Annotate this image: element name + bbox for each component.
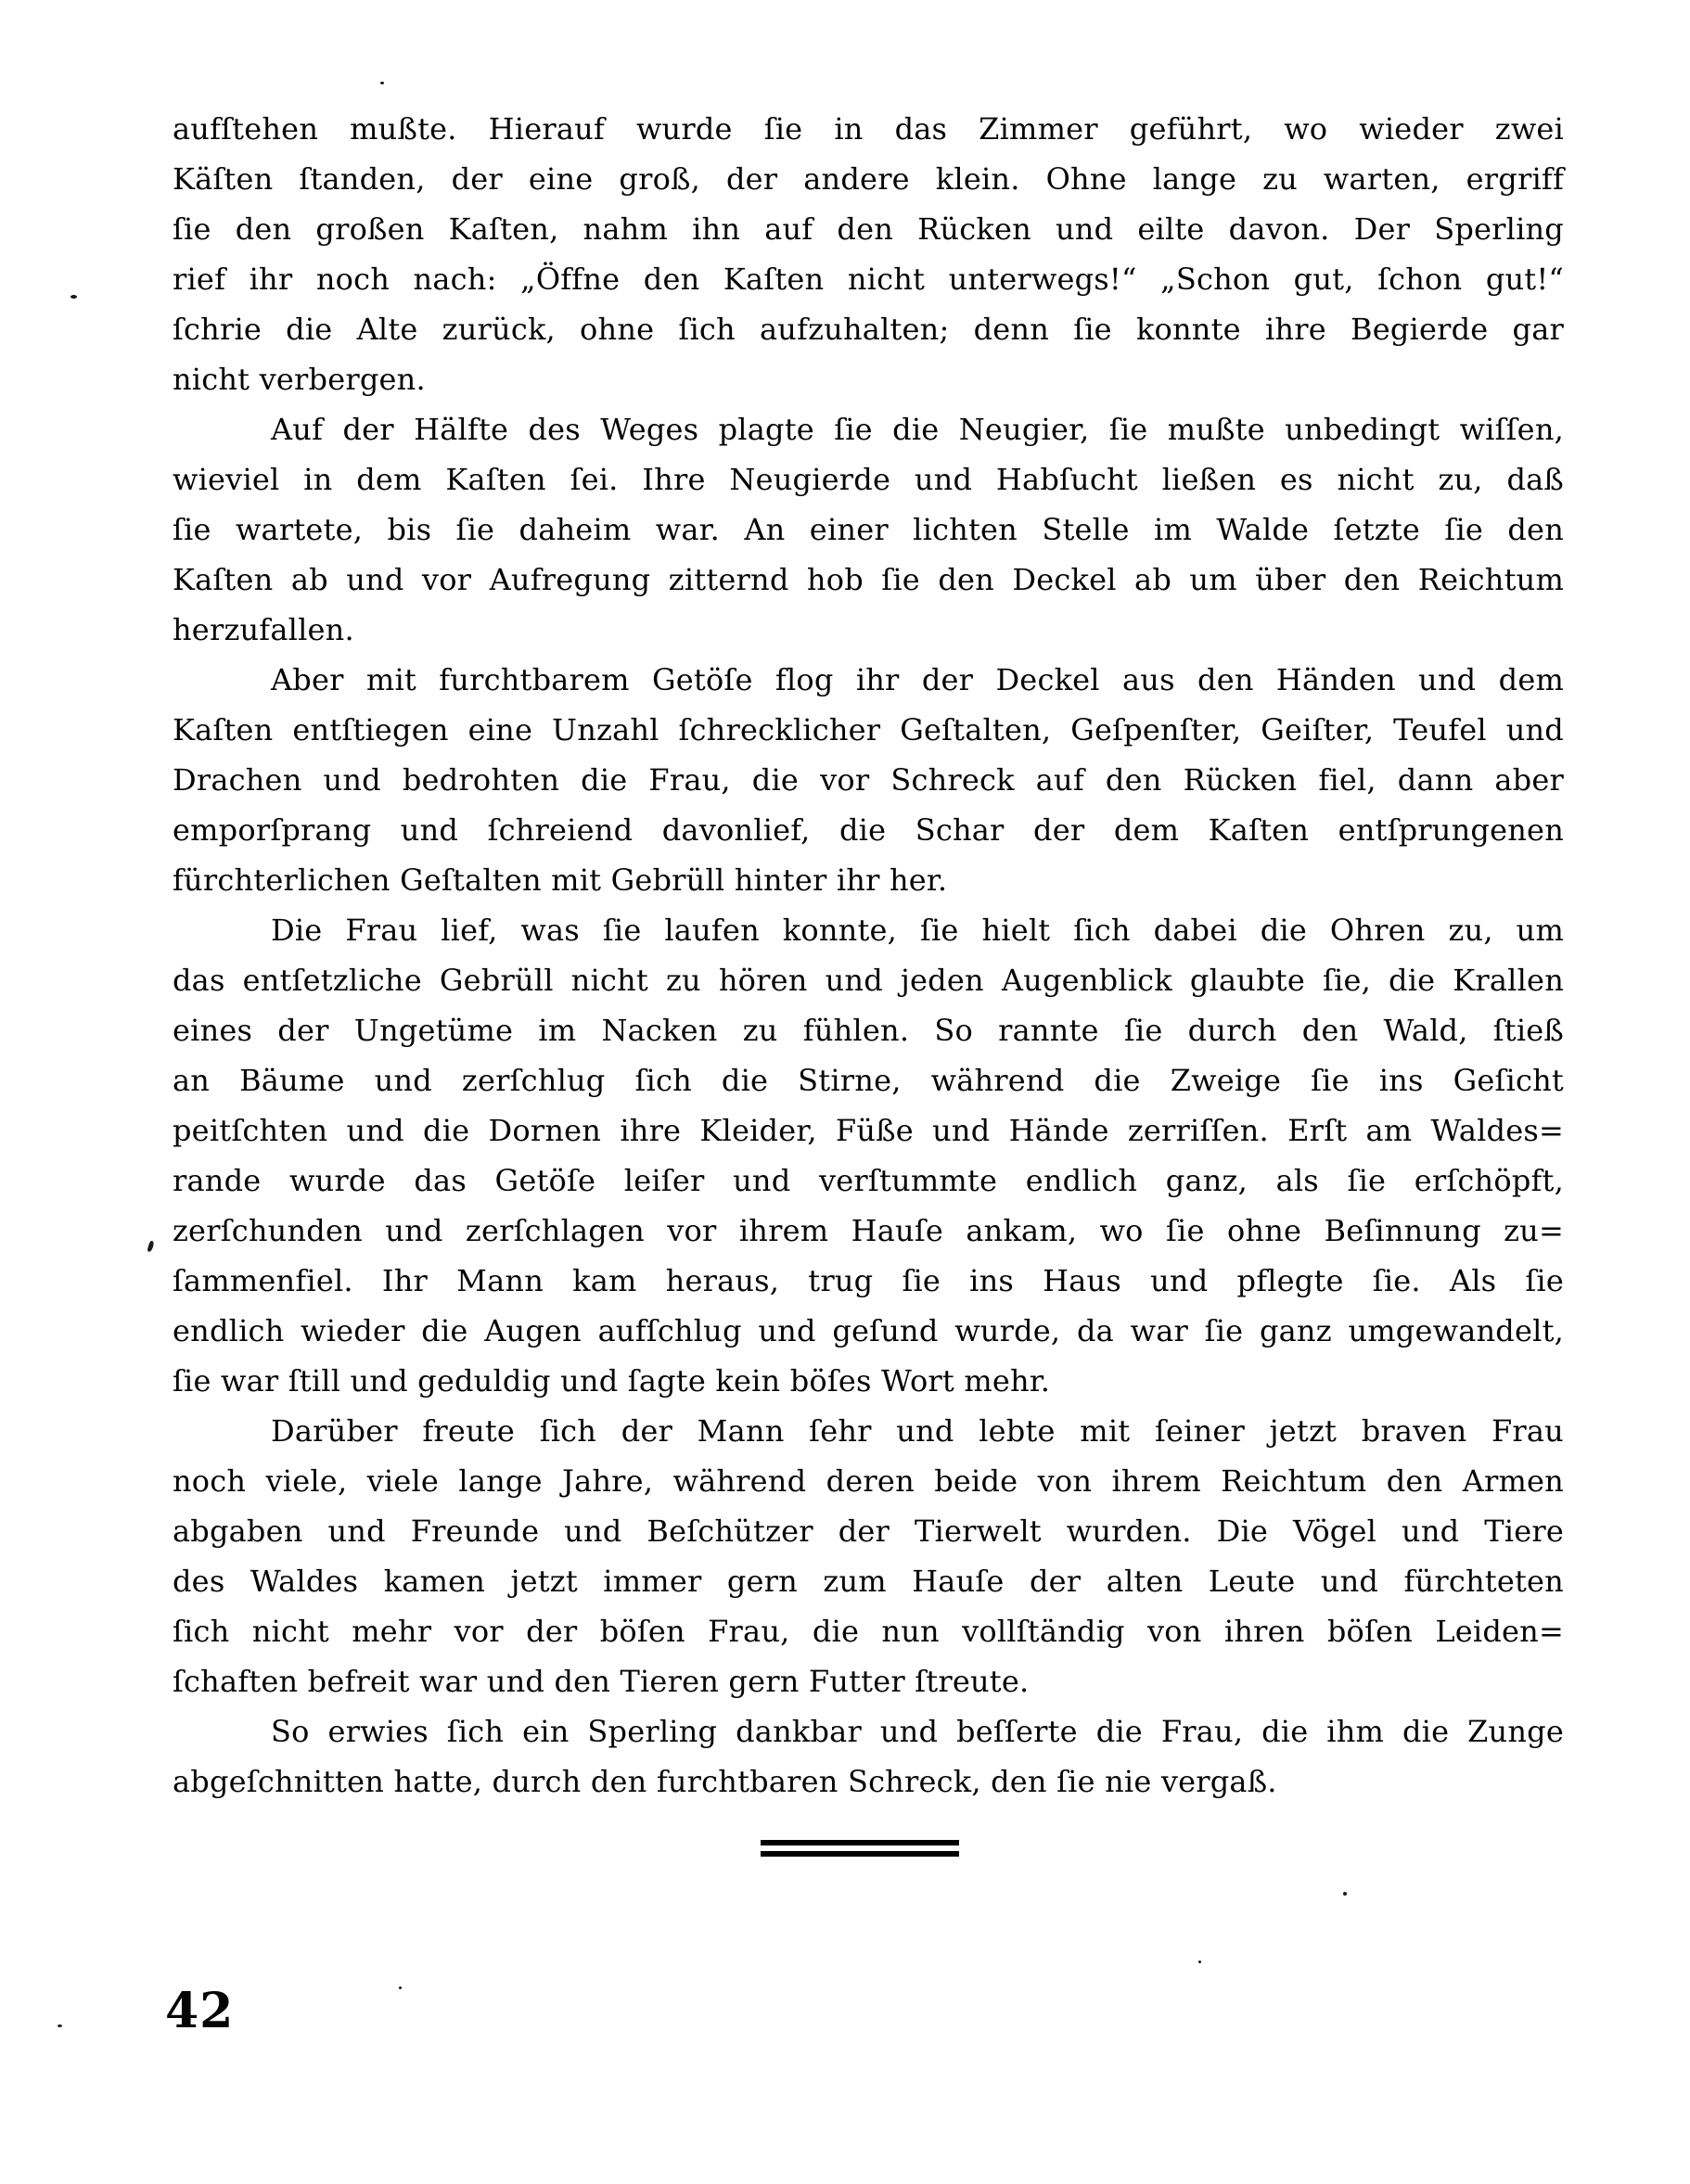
text-line: eines der Ungetüme im Nacken zu fühlen. So rannte ſie durch den Wald, ſtieß xyxy=(173,1013,1564,1048)
text-line: Aber mit furchtbarem Getöſe flog ihr der Deckel aus den Händen und dem xyxy=(271,662,1564,697)
text-line: ſchaften befreit war und den Tieren gern Futter ſtreute. xyxy=(173,1664,1030,1699)
text-line: fürchterlichen Geſtalten mit Gebrüll hinter ihr her. xyxy=(173,862,948,898)
text-line: Kaſten ab und vor Aufregung zitternd hob ſie den Deckel ab um über den Reichtum xyxy=(173,562,1564,597)
text-line: rief ihr noch nach: „Öffne den Kaſten nicht unterwegs!“ „Schon gut, ſchon gut!“ xyxy=(173,262,1564,297)
text-line: herzufallen. xyxy=(173,612,354,647)
text-line: an Bäume und zerſchlug ſich die Stirne, während die Zweige ſie ins Geſicht xyxy=(173,1063,1564,1098)
text-block xyxy=(173,104,1564,1807)
text-line: Die Frau lief, was ſie laufen konnte, ſie hielt ſich dabei die Ohren zu, um xyxy=(271,913,1564,948)
text-line: Darüber freute ſich der Mann ſehr und lebte mit ſeiner jetzt braven Frau xyxy=(271,1413,1564,1449)
text-line: rande wurde das Getöſe leiſer und verſtummte endlich ganz, als ſie erſchöpft, xyxy=(173,1163,1564,1198)
text-line: aufſtehen mußte. Hierauf wurde ſie in das Zimmer geführt, wo wieder zwei xyxy=(173,111,1564,147)
text-line: ſammenfiel. Ihr Mann kam heraus, trug ſie ins Haus und pflegte ſie. Als ſie xyxy=(173,1263,1564,1298)
text-line: das entſetzliche Gebrüll nicht zu hören und jeden Augenblick glaubte ſie, die Krallen xyxy=(173,963,1564,998)
text-line: abgeſchnitten hatte, durch den furchtbaren Schreck, den ſie nie vergaß. xyxy=(173,1764,1277,1799)
text-line: Kaſten entſtiegen eine Unzahl ſchrecklicher Geſtalten, Geſpenſter, Geiſter, Teufel und xyxy=(173,712,1564,747)
page-number: 42 xyxy=(165,1983,235,2039)
text-line: Käſten ſtanden, der eine groß, der andere klein. Ohne lange zu warten, ergriff xyxy=(173,161,1564,197)
text-line: zerſchunden und zerſchlagen vor ihrem Hauſe ankam, wo ſie ohne Beſinnung zu= xyxy=(173,1213,1564,1248)
text-line: ſie war ſtill und geduldig und ſagte kein böſes Wort mehr. xyxy=(173,1363,1051,1399)
text-line: wieviel in dem Kaſten ſei. Ihre Neugierde und Habſucht ließen es nicht zu, daß xyxy=(173,462,1564,497)
text-line: des Waldes kamen jetzt immer gern zum Hauſe der alten Leute und fürchteten xyxy=(173,1564,1564,1599)
text-line: ſie wartete, bis ſie daheim war. An einer lichten Stelle im Walde ſetzte ſie den xyxy=(173,512,1564,547)
text-line: ſich nicht mehr vor der böſen Frau, die nun vollſtändig von ihren böſen Leiden= xyxy=(173,1614,1564,1649)
text-line: endlich wieder die Augen aufſchlug und geſund wurde, da war ſie ganz umgewandelt, xyxy=(173,1313,1564,1348)
section-divider xyxy=(761,1840,959,1857)
text-line: emporſprang und ſchreiend davonlief, die Schar der dem Kaſten entſprungenen xyxy=(173,812,1564,848)
scan-speck xyxy=(58,2024,62,2027)
scan-speck xyxy=(1198,1960,1201,1963)
text-line: Drachen und bedrohten die Frau, die vor Schreck auf den Rücken fiel, dann aber xyxy=(173,762,1564,798)
text-line: Auf der Hälfte des Weges plagte ſie die Neugier, ſie mußte unbedingt wiſſen, xyxy=(271,412,1564,447)
text-line: nicht verbergen. xyxy=(173,362,426,397)
text-line: peitſchten und die Dornen ihre Kleider, Füße und Hände zerriſſen. Erſt am Waldes= xyxy=(173,1113,1564,1148)
text-line: abgaben und Freunde und Beſchützer der Tierwelt wurden. Die Vögel und Tiere xyxy=(173,1513,1564,1549)
scan-speck xyxy=(399,1986,402,1989)
scan-speck xyxy=(1343,1892,1347,1896)
text-line: noch viele, viele lange Jahre, während deren beide von ihrem Reichtum den Armen xyxy=(173,1463,1564,1499)
scan-speck xyxy=(70,295,77,299)
scan-speck xyxy=(380,82,384,84)
text-line: So erwies ſich ein Sperling dankbar und beſſerte die Frau, die ihm die Zunge xyxy=(271,1714,1564,1749)
text-line: ſie den großen Kaſten, nahm ihn auf den Rücken und eilte davon. Der Sperling xyxy=(173,211,1564,247)
text-line: ſchrie die Alte zurück, ohne ſich aufzuhalten; denn ſie konnte ihre Begierde gar xyxy=(173,312,1564,347)
scan-speck xyxy=(147,1241,154,1253)
